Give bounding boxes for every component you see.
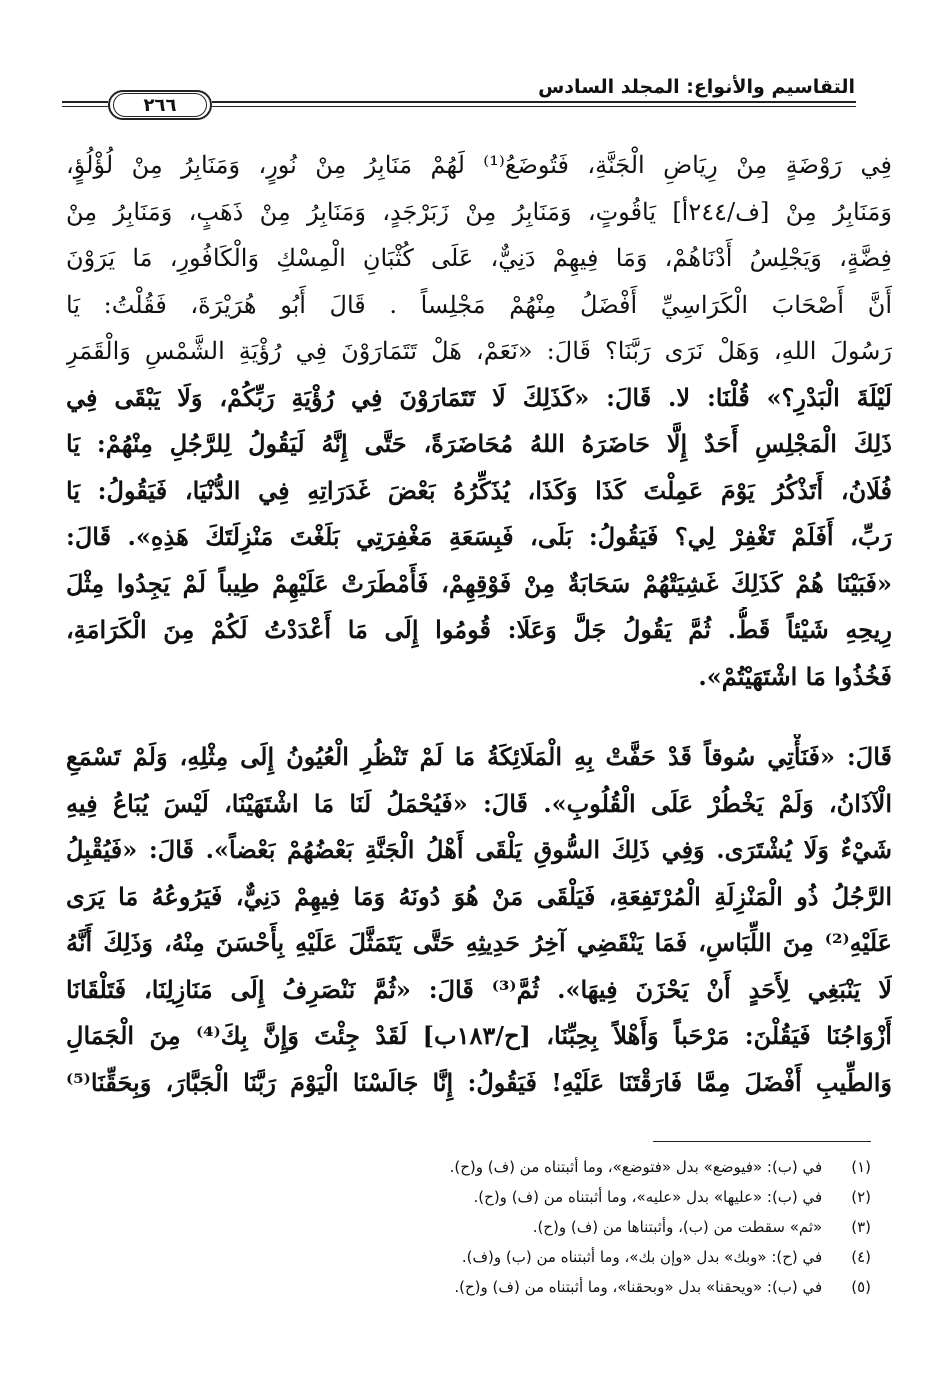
text-line: «فَبَيْنَا هُمْ كَذَلِكَ غَشِيَتْهُمْ سَحَابَةٌ مِنْ فَوْقِهِمْ، فَأَمْطَرَتْ عَلَيْهِمْ طِيباً لَمْ يَجِدُوا مِثْلَ: [66, 568, 892, 598]
text-line: لَا يَنْبَغِي لِأَحَدٍ أَنْ يَحْزَنَ فِيهَا». ثُمَّ⁽³⁾ قَالَ: «ثُمَّ نَنْصَرِفُ إِلَى مَنَازِلِنَا، فَتَلْقَانَا: [66, 974, 892, 1004]
page-number: ٢٦٦: [143, 94, 177, 116]
text-line: أَنَّ أَصْحَابَ الْكَرَاسِيِّ أَفْضَلُ مِنْهُمْ مَجْلِساً . قَالَ أَبُو هُرَيْرَةَ، فَقُلْتُ: يَا: [66, 290, 892, 319]
footnote-text: في (ب): «عليها» بدل «عليه»، وما أثبتناه من (ف) و(ح).: [473, 1188, 823, 1206]
footnote-number: (٢): [851, 1188, 871, 1206]
text-line: ذَلِكَ الْمَجْلِسِ أَحَدٌ إِلَّا حَاضَرَهُ اللهُ مُحَاضَرَةً، حَتَّى إِنَّهُ لَيَقُولُ لِلرَّجُلِ مِنْهُمْ: يَا: [66, 429, 892, 458]
text-line: فِضَّةٍ، وَيَجْلِسُ أَدْنَاهُمْ، وَمَا فِيهِمْ دَنِيٌّ، عَلَى كُثْبَانِ الْمِسْكِ وَالْكَافُورِ، مَا يَرَوْنَ: [66, 244, 892, 272]
page-number-badge: [108, 90, 212, 120]
footnotes: [71, 1152, 871, 1302]
footnote-number: (٥): [851, 1278, 871, 1296]
text-line: رِيحِهِ شَيْئاً قَطُّ. ثُمَّ يَقُولُ جَلَّ وَعَلَا: قُومُوا إِلَى مَا أَعْدَدْتُ لَكُمْ مِنَ الْكَرَامَةِ،: [66, 615, 892, 644]
text-line: عَلَيْهِ⁽²⁾ مِنَ اللِّبَاسِ، فَمَا يَنْقَضِي آخِرُ حَدِيثِهِ حَتَّى يَتَمَثَّلَ عَلَيْهِ بِأَحْسَنَ مِنْهُ، وَذَلِكَ أَنَّهُ: [66, 928, 892, 957]
footnote: [71, 1212, 871, 1242]
text-line: الْآذَانُ، وَلَمْ يَخْطُرْ عَلَى الْقُلُوبِ». قَالَ: «فَيُحْمَلُ لَنَا مَا اشْتَهَيْنَا، لَيْسَ يُبَاعُ فِيهِ: [66, 788, 892, 818]
paragraph-1: [66, 142, 892, 700]
footnote-text: في (ح): «وبك» بدل «وإن بك»، وما أثبتناه من (ب) و(ف).: [461, 1248, 823, 1266]
page-header: [0, 66, 951, 126]
text-line: فُلَانُ، أَتَذْكُرُ يَوْمَ عَمِلْتَ كَذَا وَكَذَا، يُذَكِّرُهُ بَعْضَ غَدَرَاتِهِ فِي الدُّنْيَا، فَيَقُولُ: يَا: [66, 475, 892, 505]
footnote-text: في (ب): «ويحقنا» بدل «وبحقنا»، وما أثبتناه من (ف) و(ح).: [454, 1278, 823, 1296]
body-text: [66, 142, 892, 1106]
text-line: لَيْلَةَ الْبَدْرِ؟» قُلْنَا: لا. قَالَ: «كَذَلِكَ لَا تَتَمَارَوْنَ فِي رُؤْيَةِ رَبِّكُمْ، وَلَا يَبْقَى فِي: [66, 382, 892, 412]
running-title: التقاسيم والأنواع: المجلد السادس: [538, 76, 855, 98]
page-number-frame: [113, 93, 207, 117]
footnote-separator: [653, 1141, 871, 1142]
text-line: شَيْءٌ وَلَا يُشْتَرَى. وَفِي ذَلِكَ السُّوقِ يَلْقَى أَهْلُ الْجَنَّةِ بَعْضُهُمْ بَعْضاً». قَالَ: «فَيُقْبِلُ: [66, 835, 892, 864]
text-line: رَبِّ، أَفَلَمْ تَغْفِرْ لِي؟ فَيَقُولُ: بَلَى، فَبِسَعَةِ مَغْفِرَتِي بَلَغْتَ مَنْزِلَتَكَ هَذِهِ». قَالَ:: [66, 522, 892, 551]
footnote: [71, 1152, 871, 1182]
text-line: فَخُذُوا مَا اشْتَهَيْتُمْ».: [698, 661, 892, 691]
header-rule-left-thin: [62, 106, 108, 107]
text-line: الرَّجُلُ ذُو الْمَنْزِلَةِ الْمُرْتَفِعَةِ، فَيَلْقَى مَنْ هُوَ دُونَهُ وَمَا فِيهِمْ دَنِيٌّ، فَيَرُوعُهُ مَا يَرَى: [66, 881, 892, 911]
header-rule-left: [62, 101, 108, 103]
footnote-number: (٣): [851, 1218, 871, 1236]
footnote-number: (٤): [851, 1248, 871, 1266]
footnote: [71, 1182, 871, 1212]
text-line: أَزْوَاجُنَا فَيَقُلْنَ: مَرْحَباً وَأَهْلاً بِحِبِّنَا، [ح/١٨٣ب] لَقَدْ جِئْتَ وَإِنَّ بِكَ⁽⁴⁾ مِنَ الْجَمَالِ: [66, 1021, 892, 1050]
text-line: رَسُولَ اللهِ، وَهَلْ نَرَى رَبَّنَا؟ قَالَ: «نَعَمْ، هَلْ تَتَمَارَوْنَ فِي رُؤْيَةِ الشَّمْسِ وَالْقَمَرِ: [66, 337, 892, 365]
paragraph-2: [66, 734, 892, 1106]
footnote-number: (١): [851, 1158, 871, 1176]
text-line: قَالَ: «فَنَأْتِي سُوقاً قَدْ حَفَّتْ بِهِ الْمَلَائِكَةُ مَا لَمْ تَنْظُرِ الْعُيُونُ إِلَى مِثْلِهِ، وَلَمْ تَسْمَعِ: [66, 742, 892, 771]
footnote: [71, 1242, 871, 1272]
paragraph-gap: [66, 700, 892, 734]
footnote-text: في (ب): «فيوضع» بدل «فتوضع»، وما أثبتناه من (ف) و(ح).: [449, 1158, 823, 1176]
header-rule: [212, 101, 856, 103]
text-line: فِي رَوْضَةٍ مِنْ رِيَاضِ الْجَنَّةِ، فَتُوضَعُ⁽¹⁾ لَهُمْ مَنَابِرُ مِنْ نُورٍ، وَمَنَابِرُ مِنْ لُؤْلُؤٍ،: [66, 151, 892, 179]
footnote-text: «ثم» سقطت من (ب)، وأثبتناها من (ف) و(ح).: [532, 1218, 823, 1236]
footnote: [71, 1272, 871, 1302]
header-rule-thin: [212, 106, 856, 107]
text-line: وَالطِّيبِ أَفْضَلَ مِمَّا فَارَقْتَنَا عَلَيْهِ! فَيَقُولُ: إِنَّا جَالَسْنَا الْيَوْمَ رَبَّنَا الْجَبَّارَ، وَبِحَقِّنَا⁽⁵⁾: [66, 1067, 892, 1097]
text-line: وَمَنَابِرُ مِنْ [ف/٢٤٤أ] يَاقُوتٍ، وَمَنَابِرُ مِنْ زَبَرْجَدٍ، وَمَنَابِرُ مِنْ ذَهَبٍ، وَمَنَابِرُ مِنْ: [66, 197, 892, 226]
